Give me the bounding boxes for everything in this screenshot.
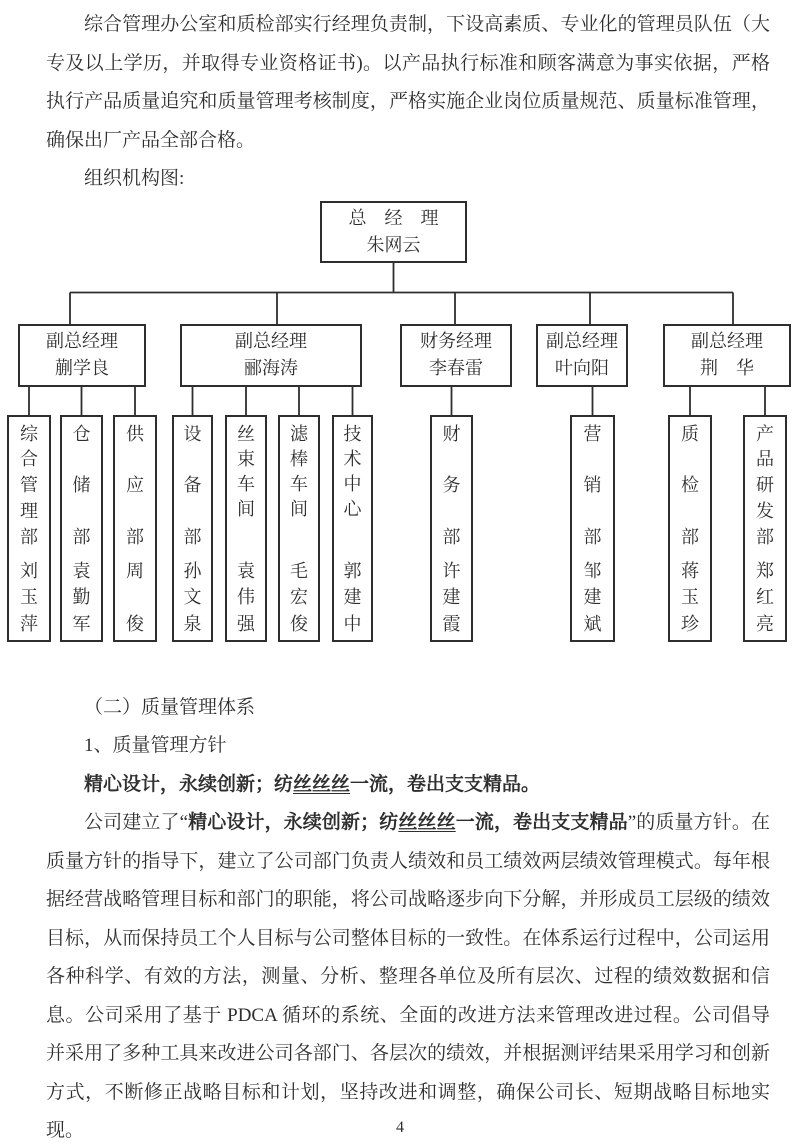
org-box-manager [400, 324, 512, 387]
org-box-manager [18, 324, 146, 387]
org-person-name: 孙 文 泉 [183, 560, 202, 634]
org-box-name: 叶向阳 [555, 358, 609, 378]
org-box-department [60, 415, 103, 642]
org-box-manager [180, 324, 362, 387]
org-box-name: 朱网云 [366, 234, 421, 255]
org-person-name: 郑 红 亮 [756, 560, 774, 634]
org-person-name: 刘 玉 萍 [20, 560, 38, 634]
org-person-name: 袁 伟 强 [237, 560, 255, 634]
org-person-name: 袁 勤 军 [72, 560, 91, 634]
text-run: 一流，卷出支支精品。 [350, 773, 541, 795]
org-chart-caption: 组织机构图: [84, 168, 185, 189]
intro-paragraph: 综合管理办公室和质检部实行经理负责制，下设高素质、专业化的管理员队伍（大专及以上学历，并取得专业资格证书)。以产品执行标准和顾客满意为事实依据，严格执行产品质量追究和质量管理考核制度，严格实施企业岗位质量规范、质量标准管理，确保出厂产品全部合格。 [46, 14, 770, 151]
text-run: 精心设计，永续创新；纺 [84, 773, 294, 795]
quality-policy-line [46, 766, 770, 805]
org-box-title: 副总经理 [691, 331, 763, 351]
org-box-department [113, 415, 157, 642]
page-number: 4 [396, 1119, 404, 1136]
org-box-name: 荆 华 [700, 358, 754, 378]
org-dept-name: 滤 棒 车 间 [290, 423, 308, 519]
org-dept-name: 产 品 研 发 部 [756, 423, 774, 547]
org-box-department [7, 415, 51, 642]
org-box-title: 副总经理 [235, 331, 307, 351]
org-person-name: 周 俊 [126, 560, 144, 634]
org-dept-name: 质 检 部 [681, 423, 699, 547]
org-box-title: 副总经理 [546, 331, 618, 351]
org-dept-name: 仓 储 部 [72, 423, 91, 547]
org-dept-name: 供 应 部 [126, 423, 144, 547]
org-box-title: 财务经理 [420, 331, 492, 351]
text-run: 丝丝丝 [293, 773, 351, 795]
text-run: 丝丝丝 [398, 812, 456, 833]
text-run: 精心设计，永续创新；纺 [188, 812, 399, 833]
org-dept-name: 丝 束 车 间 [237, 423, 255, 519]
org-box-department [668, 415, 712, 642]
org-box-department [332, 415, 373, 642]
org-box-department [225, 415, 267, 642]
org-box-general-manager [320, 201, 467, 263]
org-person-name: 邹 建 斌 [583, 560, 602, 634]
org-person-name: 蒋 玉 珍 [681, 560, 699, 634]
org-dept-name: 营 销 部 [583, 423, 602, 547]
subsection-heading: 1、质量管理方针 [84, 735, 227, 756]
org-dept-name: 设 备 部 [183, 423, 202, 547]
text-run: 一流，卷出支支精品 [455, 812, 628, 833]
org-box-manager [663, 324, 791, 387]
org-box-name: 李春雷 [429, 358, 483, 378]
org-dept-name: 综 合 管 理 部 [20, 423, 38, 547]
org-box-department [430, 415, 473, 642]
org-box-title: 副总经理 [46, 331, 118, 351]
org-box-manager [536, 324, 628, 387]
org-box-department [278, 415, 320, 642]
org-person-name: 郭 建 中 [343, 560, 362, 634]
org-box-department [172, 415, 213, 642]
org-dept-name: 技 术 中 心 [343, 423, 362, 519]
text-run: ”的质量方针。在质量方针的指导下，建立了公司部门负责人绩效和员工绩效两层绩效管理模式。每年根据经营战略管理目标和部门的职能，将公司战略逐步向下分解，并形成员工层级的绩效目标，从而保持员工个人目标与公司整体目标的一致性。在体系运行过程中，公司运用各种科学、有效的方法，测量、分析、整理各单位及所有层次、过程的绩效数据和信息。公司采用了基于 PDCA 循环的系统、全面的改进方法来管理改进过程。公司倡导并采用了多种工具来改进公司各部门、各层次的绩效，并根据测评结果采用学习和创新方式，不断修正战略目标和计划，坚持改进和调整，确保公司长、短期战略目标地实现。 [46, 812, 770, 1141]
org-box-department [570, 415, 615, 642]
text-run: 公司建立了“ [84, 812, 188, 833]
section-heading: （二）质量管理体系 [84, 696, 256, 718]
org-person-name: 许 建 霞 [442, 560, 461, 634]
org-person-name: 毛 宏 俊 [290, 560, 308, 634]
org-box-name: 郦海涛 [244, 358, 298, 378]
org-box-name: 蒯学良 [55, 358, 109, 378]
org-box-department [743, 415, 787, 642]
org-chart [0, 199, 800, 689]
org-dept-name: 财 务 部 [442, 423, 461, 547]
org-box-title: 总 经 理 [348, 207, 439, 228]
quality-policy-paragraph [46, 804, 770, 1144]
